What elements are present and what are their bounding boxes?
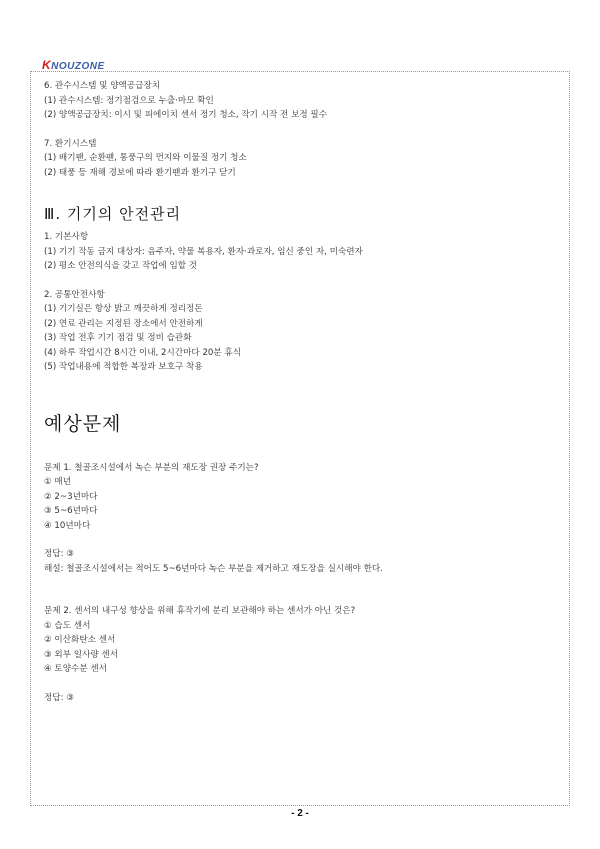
subsection-title: 2. 공통안전사항 xyxy=(44,289,105,300)
question-1 xyxy=(44,461,554,577)
list-item: (1) 기기실은 항상 밝고 깨끗하게 정리정돈 xyxy=(44,304,203,314)
answer-option: ④ 10년마다 xyxy=(44,520,91,531)
list-item: (3) 작업 전후 기기 점검 및 정비 습관화 xyxy=(44,333,192,343)
logo-wordmark: NOUZONE xyxy=(51,61,105,72)
logo-letter-k: K xyxy=(42,58,52,72)
list-item: (5) 작업내용에 적합한 복장과 보호구 착용 xyxy=(44,362,203,372)
list-item: (1) 배기팬, 순환팬, 통풍구의 먼지와 이물질 정기 청소 xyxy=(44,153,247,163)
page-number: - 2 - xyxy=(291,808,309,819)
answer-option: ② 2~3년마다 xyxy=(44,491,98,502)
explanation: 해설: 철골조시설에서는 적어도 5~6년마다 녹슨 부분을 제거하고 재도장을 실시해야 한다. xyxy=(44,563,383,574)
list-item: (1) 기기 작동 금지 대상자: 음주자, 약물 복용자, 환자·과로자, 임신 중인 자, 미숙련자 xyxy=(44,246,363,257)
subsection-title: 1. 기본사항 xyxy=(44,232,89,242)
answer-option: ③ 5~6년마다 xyxy=(44,506,98,516)
list-item: (2) 평소 안전의식을 갖고 작업에 임할 것 xyxy=(44,261,198,271)
section-common-safety xyxy=(44,288,554,375)
question-text: 문제 1. 철골조시설에서 녹슨 부분의 재도장 권장 주기는? xyxy=(44,462,259,473)
list-item: (2) 연료 관리는 지정된 장소에서 안전하게 xyxy=(44,318,203,329)
subsection-title: 6. 관수시스템 및 양액공급장치 xyxy=(44,81,161,91)
answer-option: ② 이산화탄소 센서 xyxy=(44,635,116,645)
list-item: (1) 관수시스템: 정기점검으로 누출·마모 확인 xyxy=(44,95,214,106)
knouzone-logo xyxy=(42,58,105,72)
document-body xyxy=(44,79,554,705)
answer-option: ③ 외부 일사량 센서 xyxy=(44,649,119,660)
subsection-title: 7. 환기시스템 xyxy=(44,138,97,149)
section-irrigation xyxy=(44,79,554,123)
expected-questions-title: 예상문제 xyxy=(44,412,122,435)
answer-option: ① 매년 xyxy=(44,477,72,487)
list-item: (2) 양액공급장치: 이시 및 피에이치 센서 정기 청소, 작기 시작 전 보정 필수 xyxy=(44,110,328,120)
correct-answer: 정답: ③ xyxy=(44,692,74,703)
correct-answer: 정답: ③ xyxy=(44,549,74,559)
section-ventilation xyxy=(44,137,554,181)
section-heading: Ⅲ. 기기의 안전관리 xyxy=(44,205,182,223)
question-2 xyxy=(44,604,554,705)
list-item: (2) 태풍 등 재해 경보에 따라 환기팬과 환기구 닫기 xyxy=(44,167,236,178)
section-basics xyxy=(44,230,554,274)
question-text: 문제 2. 센서의 내구성 향상을 위해 휴작기에 분리 보관해야 하는 센서가 아닌 것은? xyxy=(44,606,356,616)
list-item: (4) 하루 작업시간 8시간 이내, 2시간마다 20분 휴식 xyxy=(44,347,242,358)
answer-option: ① 습도 센서 xyxy=(44,620,91,631)
answer-option: ④ 토양수분 센서 xyxy=(44,664,107,674)
